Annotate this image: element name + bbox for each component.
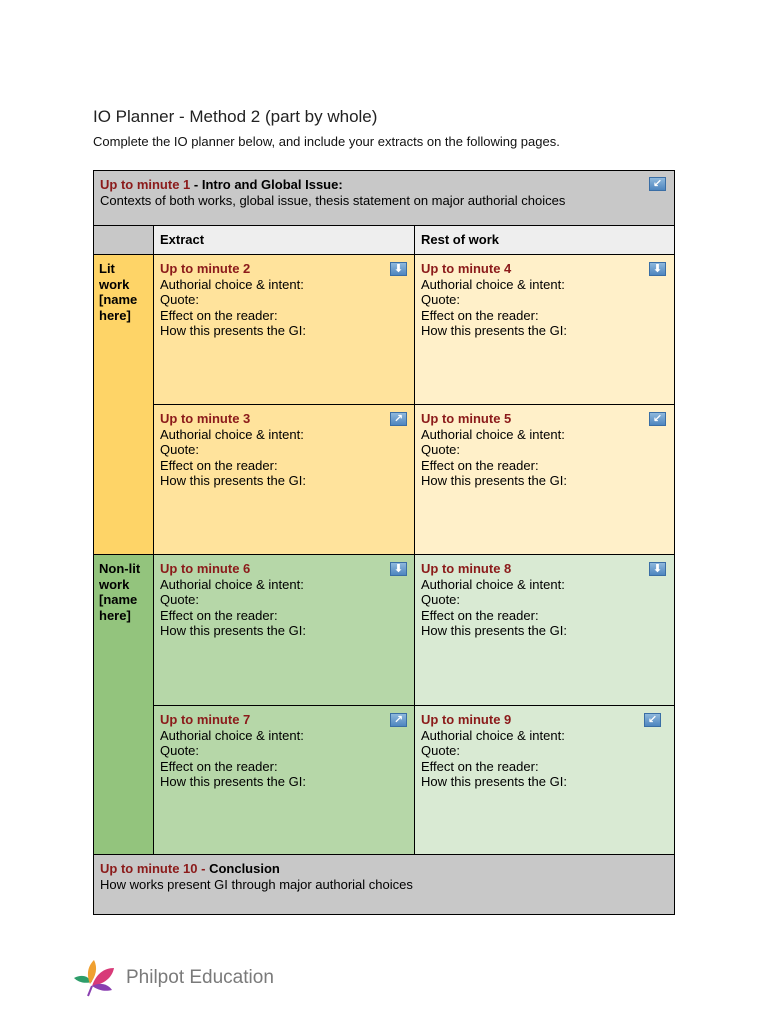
- intro-cell: [94, 171, 674, 225]
- header-rest-of-work: Rest of work: [414, 225, 674, 254]
- lit-work-label: Lit work [name here]: [94, 254, 153, 554]
- arrow-down-icon: ⬇: [649, 262, 666, 276]
- non-lit-work-label: Non-lit work [name here]: [94, 554, 153, 854]
- arrow-up-right-icon: ↗: [390, 412, 407, 426]
- conclusion-heading: Conclusion: [205, 861, 280, 876]
- arrow-down-left-icon: ↙: [649, 412, 666, 426]
- minute-9-cell: Up to minute 9 Authorial choice & intent: Quote: Effect on the reader: How this presents the GI: ↙: [414, 705, 674, 854]
- minute-2-cell: Up to minute 2 Authorial choice & intent: Quote: Effect on the reader: How this presents the GI: ⬇: [153, 254, 414, 404]
- conclusion-cell: [94, 854, 674, 914]
- footer-brand-name: Philpot Education: [126, 967, 274, 988]
- intro-label: Up to minute 1: [100, 177, 191, 192]
- arrow-down-left-icon: ↙: [649, 177, 666, 191]
- minute-8-cell: Up to minute 8 Authorial choice & intent: Quote: Effect on the reader: How this presents the GI: ⬇: [414, 554, 674, 705]
- minute-7-cell: Up to minute 7 Authorial choice & intent: Quote: Effect on the reader: How this presents the GI: ↗: [153, 705, 414, 854]
- arrow-down-icon: ⬇: [649, 562, 666, 576]
- header-blank-cell: [94, 225, 153, 254]
- header-extract: Extract: [153, 225, 414, 254]
- page-title: IO Planner - Method 2 (part by whole): [93, 107, 378, 126]
- minute-4-cell: Up to minute 4 Authorial choice & intent: Quote: Effect on the reader: How this presents the GI: ⬇: [414, 254, 674, 404]
- arrow-down-left-icon: ↙: [644, 713, 661, 727]
- arrow-down-icon: ⬇: [390, 562, 407, 576]
- philpot-leaf-logo-icon: [72, 958, 120, 998]
- footer-brand: [72, 958, 274, 998]
- conclusion-text: How works present GI through major authorial choices: [100, 876, 413, 892]
- arrow-up-right-icon: ↗: [390, 713, 407, 727]
- arrow-down-icon: ⬇: [390, 262, 407, 276]
- minute-5-cell: Up to minute 5 Authorial choice & intent: Quote: Effect on the reader: How this presents the GI: ↙: [414, 404, 674, 554]
- minute-6-cell: Up to minute 6 Authorial choice & intent: Quote: Effect on the reader: How this presents the GI: ⬇: [153, 554, 414, 705]
- intro-heading: - Intro and Global Issue:: [190, 177, 343, 192]
- page-subtitle: Complete the IO planner below, and include your extracts on the following pages.: [93, 134, 560, 149]
- intro-text: Contexts of both works, global issue, thesis statement on major authorial choices: [100, 192, 566, 208]
- minute-3-cell: Up to minute 3 Authorial choice & intent: Quote: Effect on the reader: How this presents the GI: ↗: [153, 404, 414, 554]
- conclusion-label: Up to minute 10 -: [100, 861, 206, 876]
- io-planner-table: [93, 170, 675, 915]
